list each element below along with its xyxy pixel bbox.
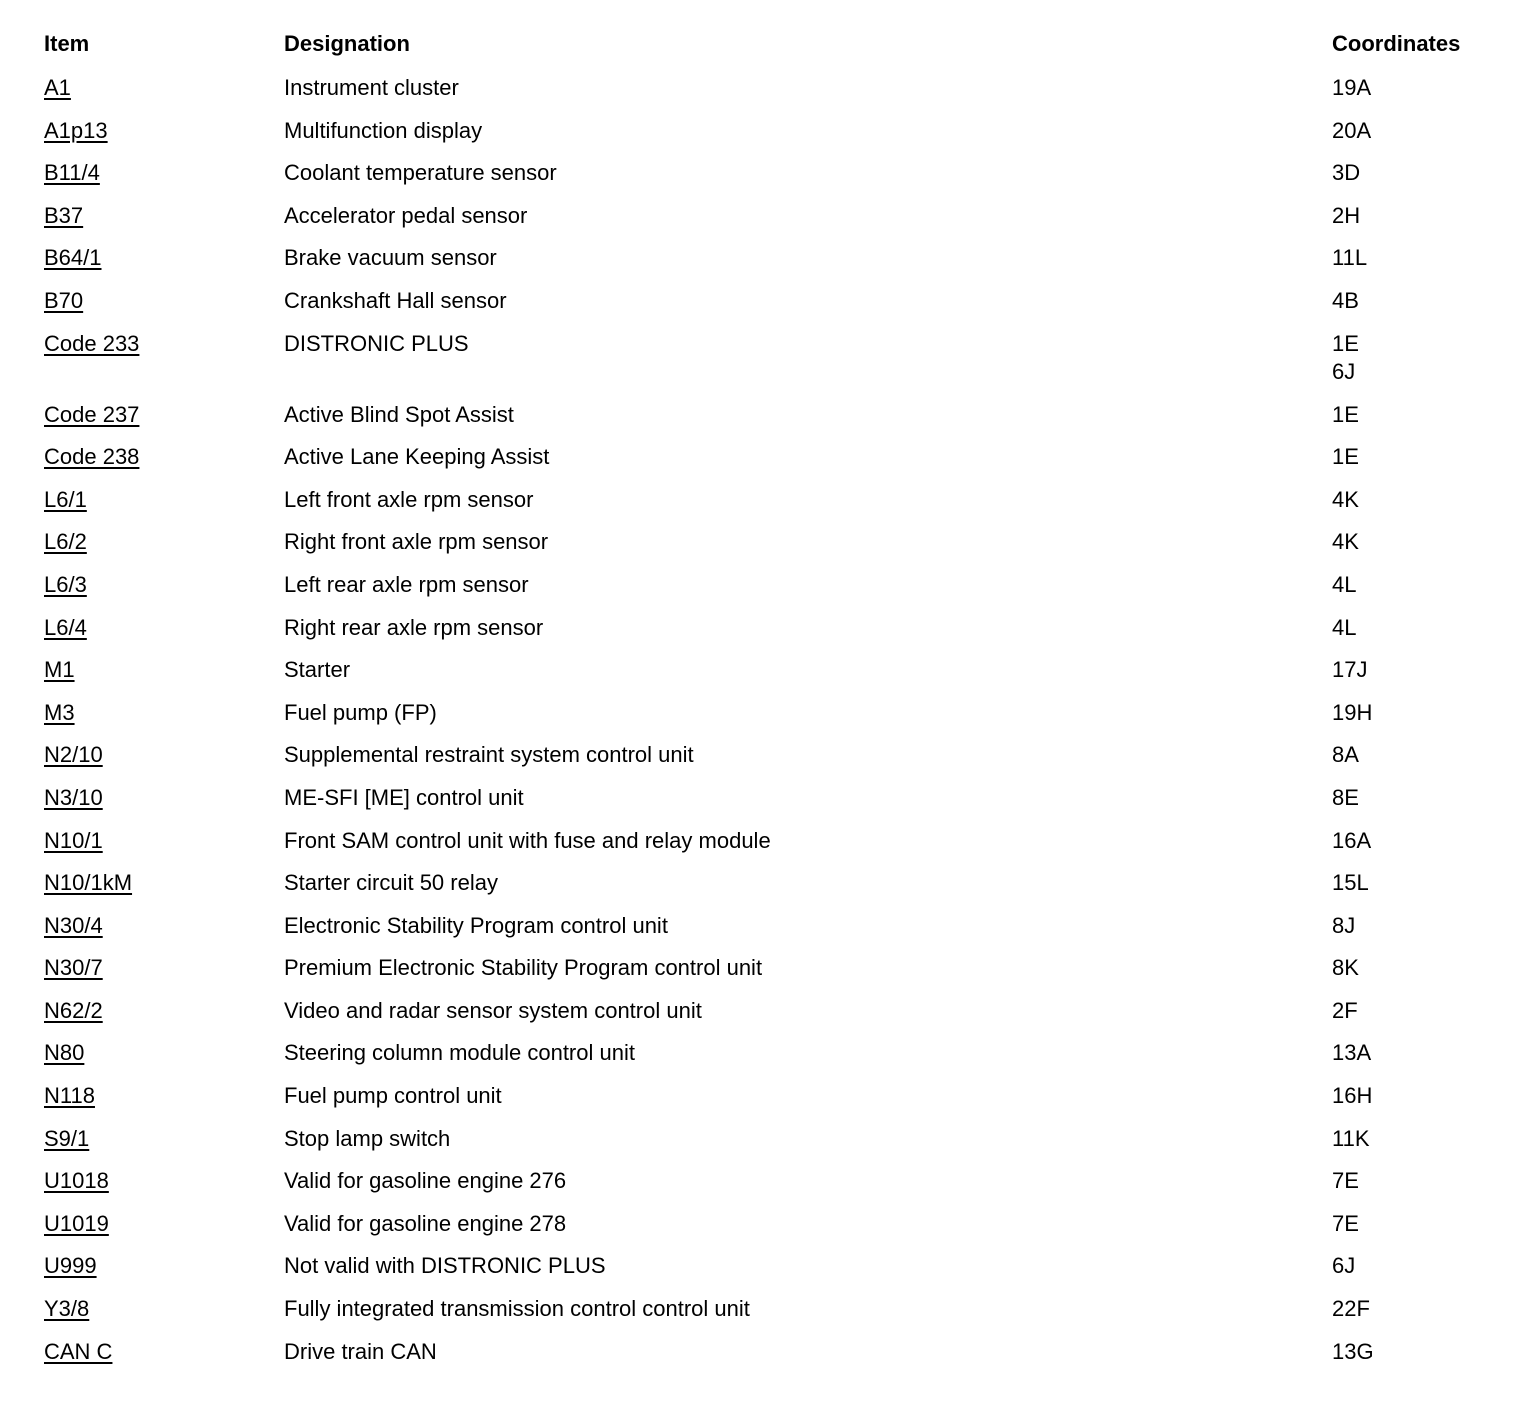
item-cell — [44, 699, 75, 727]
item-cell — [44, 202, 83, 230]
coordinate-value: 1E — [1332, 444, 1359, 470]
coordinates-cell — [1332, 699, 1372, 727]
item-cell — [44, 486, 87, 514]
coordinate-value: 4L — [1332, 571, 1357, 597]
coordinate-value: 16A — [1332, 827, 1372, 853]
item-link[interactable]: B37 — [44, 202, 84, 228]
coordinates-cell — [1332, 1125, 1370, 1153]
designation-cell: DISTRONIC PLUS — [284, 330, 469, 356]
item-cell — [44, 997, 103, 1025]
coordinates-cell — [1332, 1167, 1359, 1195]
item-link[interactable]: Code 237 — [44, 401, 140, 427]
designation-cell: Video and radar sensor system control unit — [284, 997, 702, 1023]
table-header — [44, 30, 1494, 72]
table-row — [44, 1037, 1494, 1080]
table-row — [44, 739, 1494, 782]
item-link[interactable]: Code 238 — [44, 444, 140, 470]
table-row — [44, 867, 1494, 910]
table-row — [44, 1123, 1494, 1166]
coordinate-value: 3D — [1332, 160, 1361, 186]
item-link[interactable]: M1 — [44, 657, 75, 683]
item-cell — [44, 1125, 89, 1153]
table-row — [44, 200, 1494, 243]
item-link[interactable]: U999 — [44, 1253, 97, 1279]
designation-cell: Stop lamp switch — [284, 1125, 451, 1151]
coordinate-value: 16H — [1332, 1083, 1373, 1109]
item-link[interactable]: B64/1 — [44, 245, 102, 271]
coordinate-value: 4B — [1332, 287, 1359, 313]
designation-cell: Front SAM control unit with fuse and relay module — [284, 827, 771, 853]
designation-cell: Drive train CAN — [284, 1338, 437, 1364]
coordinate-value: 17J — [1332, 657, 1368, 683]
coordinate-value: 8E — [1332, 784, 1359, 810]
coordinate-value: 19A — [1332, 75, 1372, 100]
coordinates-cell — [1332, 997, 1358, 1025]
coordinates-cell — [1332, 827, 1371, 855]
coordinates-cell — [1332, 1210, 1359, 1238]
table-row — [44, 285, 1494, 328]
coordinate-value: 22F — [1332, 1296, 1370, 1322]
coordinates-cell — [1332, 74, 1371, 102]
item-link[interactable]: L6/4 — [44, 614, 87, 640]
item-cell — [44, 1082, 95, 1110]
coordinates-cell — [1332, 486, 1359, 514]
coordinate-value: 1E — [1332, 401, 1359, 427]
item-link[interactable]: B70 — [44, 287, 84, 313]
table-row — [44, 1165, 1494, 1208]
designation-cell: Accelerator pedal sensor — [284, 202, 528, 228]
coordinate-value: 20A — [1332, 117, 1372, 143]
coordinate-value: 13G — [1332, 1338, 1374, 1364]
item-cell — [44, 401, 139, 429]
item-link[interactable]: N62/2 — [44, 997, 103, 1023]
item-cell — [44, 244, 102, 272]
table-row — [44, 1336, 1494, 1379]
coordinate-value: 4K — [1332, 529, 1359, 555]
coordinates-cell — [1332, 159, 1360, 187]
coordinate-value: 4L — [1332, 614, 1357, 640]
table-row — [44, 697, 1494, 740]
header-item: Item — [44, 31, 90, 56]
table-row — [44, 569, 1494, 612]
coordinate-value: 19H — [1332, 699, 1373, 725]
table-row — [44, 157, 1494, 200]
coordinates-cell — [1332, 1338, 1374, 1366]
table-row — [44, 654, 1494, 697]
item-cell — [44, 1167, 109, 1195]
table-row — [44, 399, 1494, 442]
item-link[interactable]: B11/4 — [44, 160, 100, 186]
item-cell — [44, 614, 87, 642]
item-cell — [44, 117, 108, 145]
item-link[interactable]: N2/10 — [44, 742, 103, 768]
designation-cell: Valid for gasoline engine 278 — [284, 1210, 567, 1236]
table-row — [44, 825, 1494, 868]
item-cell — [44, 571, 87, 599]
coordinates-cell — [1332, 1039, 1371, 1067]
table-row — [44, 1293, 1494, 1336]
coordinate-value: 11L — [1332, 245, 1368, 271]
designation-cell: Starter circuit 50 relay — [284, 870, 498, 896]
item-link[interactable]: A1p13 — [44, 117, 108, 143]
designation-cell: Not valid with DISTRONIC PLUS — [284, 1253, 606, 1279]
designation-cell: Fully integrated transmission control control unit — [284, 1296, 750, 1322]
item-cell — [44, 1210, 109, 1238]
designation-cell: Coolant temperature sensor — [284, 160, 557, 186]
item-link[interactable]: Code 233 — [44, 330, 140, 356]
coordinates-cell — [1332, 784, 1359, 812]
header-designation: Designation — [284, 31, 410, 56]
item-link[interactable]: N10/1 — [44, 827, 103, 853]
designation-cell: Premium Electronic Stability Program control unit — [284, 955, 763, 981]
coordinates-cell — [1332, 287, 1359, 315]
coordinates-cell — [1332, 528, 1359, 556]
coordinate-value: 13A — [1332, 1040, 1372, 1066]
coordinates-cell — [1332, 202, 1360, 230]
designation-cell: Active Lane Keeping Assist — [284, 444, 550, 470]
item-cell — [44, 1338, 112, 1366]
coordinates-cell — [1332, 869, 1369, 897]
designation-cell: Left rear axle rpm sensor — [284, 571, 529, 597]
table-row — [44, 1080, 1494, 1123]
component-legend-table — [44, 30, 1494, 1378]
designation-cell: Fuel pump control unit — [284, 1083, 502, 1109]
item-cell — [44, 656, 75, 684]
table-row — [44, 1250, 1494, 1293]
coordinates-cell — [1332, 1082, 1372, 1110]
coordinates-cell — [1332, 1252, 1355, 1280]
table-row — [44, 115, 1494, 158]
item-link[interactable]: N10/1kM — [44, 870, 133, 896]
coordinates-cell — [1332, 571, 1356, 599]
table-row — [44, 782, 1494, 825]
designation-cell: Brake vacuum sensor — [284, 245, 497, 271]
designation-cell: Valid for gasoline engine 276 — [284, 1168, 567, 1194]
coordinates-cell — [1332, 912, 1355, 940]
designation-cell: Starter — [284, 657, 351, 683]
designation-cell: Right front axle rpm sensor — [284, 529, 549, 555]
coordinate-value: 11K — [1332, 1125, 1370, 1151]
coordinate-value: 1E — [1332, 330, 1359, 356]
designation-cell: Left front axle rpm sensor — [284, 486, 534, 512]
table-row — [44, 995, 1494, 1038]
designation-cell: Right rear axle rpm sensor — [284, 614, 544, 640]
item-link[interactable]: N30/4 — [44, 912, 103, 938]
item-cell — [44, 74, 71, 102]
coordinate-value: 8K — [1332, 955, 1359, 981]
item-cell — [44, 869, 132, 897]
coordinate-value: 8A — [1332, 742, 1359, 768]
coordinate-value: 7E — [1332, 1210, 1359, 1236]
item-cell — [44, 159, 100, 187]
designation-cell: Supplemental restraint system control unit — [284, 742, 694, 768]
designation-cell: ME-SFI [ME] control unit — [284, 784, 524, 810]
designation-cell: Fuel pump (FP) — [284, 699, 437, 725]
coordinate-value: 6J — [1332, 1253, 1356, 1279]
item-cell — [44, 1295, 89, 1323]
item-link[interactable]: L6/3 — [44, 571, 87, 597]
designation-cell: Multifunction display — [284, 117, 483, 143]
item-cell — [44, 1252, 97, 1280]
designation-cell: Active Blind Spot Assist — [284, 401, 514, 427]
coordinates-cell — [1332, 330, 1359, 386]
coordinate-value: 15L — [1332, 870, 1369, 896]
table-row — [44, 328, 1494, 399]
table-row — [44, 1208, 1494, 1251]
table-row — [44, 441, 1494, 484]
item-link[interactable]: L6/2 — [44, 529, 87, 555]
table-row — [44, 910, 1494, 953]
coordinates-cell — [1332, 741, 1359, 769]
coordinate-value: 6J — [1332, 358, 1356, 384]
designation-cell: Steering column module control unit — [284, 1040, 635, 1066]
table-body — [44, 72, 1494, 1378]
coordinates-cell — [1332, 954, 1359, 982]
designation-cell: Electronic Stability Program control unit — [284, 912, 668, 938]
table-row — [44, 952, 1494, 995]
item-cell — [44, 784, 103, 812]
item-link[interactable]: S9/1 — [44, 1125, 90, 1151]
table-row — [44, 72, 1494, 115]
item-link[interactable]: N80 — [44, 1040, 85, 1066]
item-cell — [44, 330, 139, 358]
designation-cell: Instrument cluster — [284, 75, 459, 100]
table-row — [44, 484, 1494, 527]
item-link[interactable]: M3 — [44, 699, 75, 725]
coordinate-value: 8J — [1332, 912, 1356, 938]
item-link[interactable]: U1019 — [44, 1210, 109, 1236]
coordinates-cell — [1332, 117, 1371, 145]
item-link[interactable]: N118 — [44, 1083, 95, 1109]
item-cell — [44, 443, 139, 471]
table-row — [44, 526, 1494, 569]
coordinate-value: 4K — [1332, 486, 1359, 512]
table-row — [44, 242, 1494, 285]
item-cell — [44, 912, 103, 940]
item-cell — [44, 1039, 84, 1067]
item-cell — [44, 528, 87, 556]
coordinate-value: 2F — [1332, 997, 1358, 1023]
coordinates-cell — [1332, 614, 1356, 642]
coordinates-cell — [1332, 1295, 1370, 1323]
item-link[interactable]: A1 — [44, 75, 71, 100]
item-cell — [44, 827, 103, 855]
coordinates-cell — [1332, 443, 1359, 471]
item-cell — [44, 741, 103, 769]
item-link[interactable]: Y3/8 — [44, 1296, 90, 1322]
table-row — [44, 612, 1494, 655]
header-coordinates: Coordinates — [1332, 31, 1461, 56]
item-cell — [44, 287, 83, 315]
item-link[interactable]: N30/7 — [44, 955, 103, 981]
coordinates-cell — [1332, 656, 1367, 684]
item-link[interactable]: CAN C — [44, 1338, 113, 1364]
designation-cell: Crankshaft Hall sensor — [284, 287, 507, 313]
coordinates-cell — [1332, 401, 1359, 429]
item-link[interactable]: N3/10 — [44, 784, 103, 810]
item-cell — [44, 954, 103, 982]
item-link[interactable]: L6/1 — [44, 486, 87, 512]
coordinate-value: 7E — [1332, 1168, 1359, 1194]
coordinate-value: 2H — [1332, 202, 1361, 228]
coordinates-cell — [1332, 244, 1367, 272]
item-link[interactable]: U1018 — [44, 1168, 109, 1194]
